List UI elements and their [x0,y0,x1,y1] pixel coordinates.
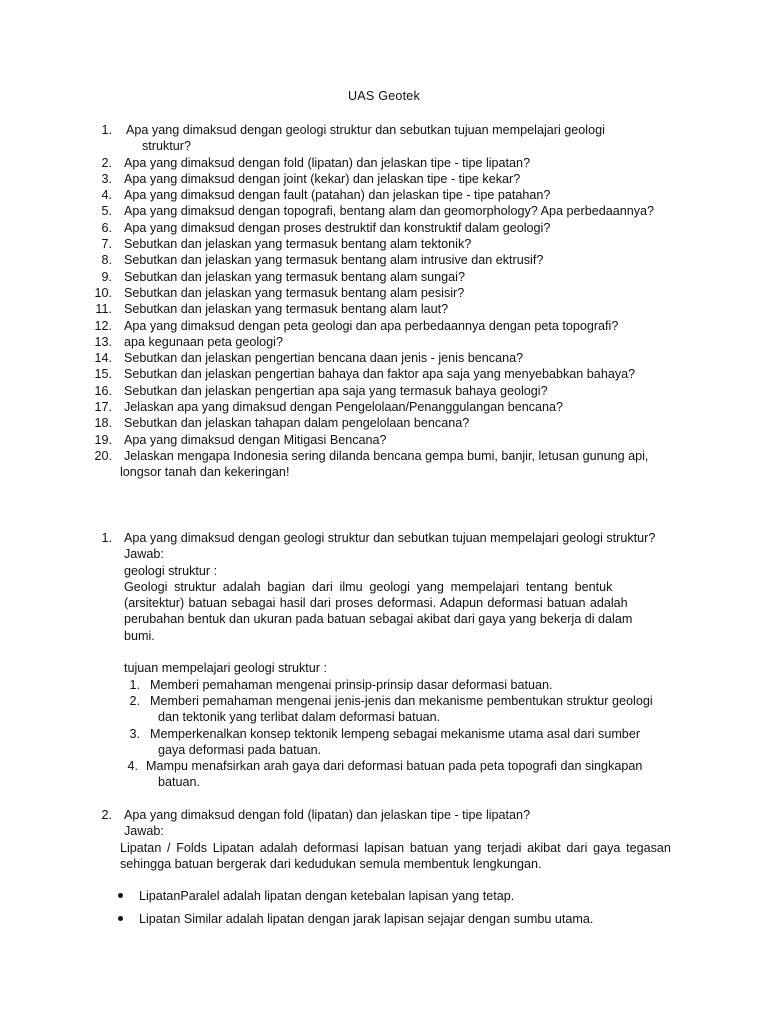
item-text: struktur? [142,139,191,154]
item-number: 18. [94,416,112,431]
bullet-text: Lipatan Similar adalah lipatan dengan jarak lapisan sejajar dengan sumbu utama. [139,912,594,927]
spacer [0,872,768,888]
item-text: Apa yang dimaksud dengan topografi, bentang alam dan geomorphology? Apa perbedaannya? [124,204,655,219]
paragraph-line [0,595,768,611]
answer-2-section [0,807,768,928]
list-item [0,187,768,203]
sub-item-number: 3. [129,726,140,741]
item-number: 4. [101,188,112,203]
list-item [0,366,768,382]
item-number: 6. [101,220,112,235]
answer-question [0,530,768,546]
item-text: Apa yang dimaksud dengan Mitigasi Bencana? [124,432,387,447]
item-number: 8. [101,253,112,268]
paragraph-line [0,579,768,595]
sub-item-number: 4. [127,759,138,774]
list-item [0,301,768,317]
item-text: Sebutkan dan jelaskan pengertian bencana daan jenis - jenis bencana? [124,351,524,366]
sub-list-item [0,677,768,693]
question-list [0,122,768,481]
subheading-row [0,563,768,579]
list-item [0,318,768,334]
item-number: 9. [101,269,112,284]
document-title: UAS Geotek [348,89,420,103]
answer-label-row [0,823,768,839]
sub-list-item-continuation [0,742,768,758]
item-text: Jelaskan apa yang dimaksud dengan Pengelolaan/Penanggulangan bencana? [124,400,564,415]
list-item [0,383,768,399]
list-item [0,236,768,252]
item-number: 19. [94,432,112,447]
paragraph-text: perubahan bentuk dan ukuran pada batuan sebagai akibat dari gaya yang bekerja di dalam [124,612,633,627]
item-text: Sebutkan dan jelaskan yang termasuk bentang alam laut? [124,302,449,317]
item-text: Sebutkan dan jelaskan tahapan dalam pengelolaan bencana? [124,416,470,431]
item-text: Apa yang dimaksud dengan proses destruktif dan konstruktif dalam geologi? [124,220,551,235]
list-item-continuation [0,464,768,480]
item-text: Sebutkan dan jelaskan pengertian apa saja yang termasuk bahaya geologi? [124,383,548,398]
sub-list-item [0,726,768,742]
item-number: 11. [95,302,112,317]
item-number: 1. [101,123,112,137]
item-number: 14. [94,351,112,366]
item-number: 15. [94,367,112,382]
sub-list-item-continuation [0,709,768,725]
item-text: Apa yang dimaksud dengan fault (patahan) dan jelaskan tipe - tipe patahan? [124,188,551,203]
subheading-row [0,660,768,676]
sub-item-text: dan tektonik yang terlibat dalam deformasi batuan. [158,710,441,725]
answer-question [0,807,768,823]
paragraph-line [0,628,768,644]
list-item [0,415,768,431]
bullet-item [0,911,768,927]
item-text: Jelaskan mengapa Indonesia sering dilanda bencana gempa bumi, banjir, letusan gunung api, [124,448,649,463]
item-text: Sebutkan dan jelaskan yang termasuk bentang alam pesisir? [124,285,465,300]
item-number: 17. [94,400,112,415]
answer-label-row [0,546,768,562]
list-item [0,285,768,301]
item-text: Sebutkan dan jelaskan yang termasuk bentang alam tektonik? [124,237,472,252]
item-number: 5. [101,204,112,219]
sub-item-text: Memberi pemahaman mengenai prinsip-prinsip dasar deformasi batuan. [150,677,553,692]
sub-list-item [0,693,768,709]
sub-item-text: batuan. [158,775,201,790]
bullet-icon [118,893,123,898]
item-text: Sebutkan dan jelaskan yang termasuk bentang alam sungai? [124,269,465,284]
item-number: 1. [101,531,112,545]
bullet-item [0,888,768,911]
list-item [0,252,768,268]
sub-item-text: gaya deformasi pada batuan. [158,742,322,757]
item-text: Apa yang dimaksud dengan fold (lipatan) dan jelaskan tipe - tipe lipatan? [124,808,531,822]
item-text: Sebutkan dan jelaskan yang termasuk bentang alam intrusive dan ektrusif? [124,253,544,268]
item-text: Apa yang dimaksud dengan joint (kekar) dan jelaskan tipe - tipe kekar? [124,171,521,186]
paragraph-text: Geologi struktur adalah bagian dari ilmu geologi yang mempelajari tentang bentuk [124,579,613,594]
list-item-continuation [0,138,768,154]
item-number: 16. [94,383,112,398]
item-number: 3. [101,171,112,186]
sub-list-item [0,758,768,774]
item-text: Apa yang dimaksud dengan peta geologi dan apa perbedaannya dengan peta topografi? [124,318,619,333]
list-item [0,171,768,187]
paragraph-text: Lipatan / Folds Lipatan adalah deformasi lapisan batuan yang terjadi akibat dari gaya tegasan [120,840,671,855]
paragraph-line [0,856,768,872]
item-number: 12. [94,318,112,333]
bullet-icon [118,916,123,921]
bullet-text: LipatanParalel adalah lipatan dengan ketebalan lapisan yang tetap. [139,889,515,904]
item-number: 20. [94,448,112,463]
item-text: Apa yang dimaksud dengan geologi struktur dan sebutkan tujuan mempelajari geologi [126,123,605,137]
paragraph-line [0,840,768,856]
list-item [0,155,768,171]
jawab-label: Jawab: [124,824,164,839]
item-number: 2. [101,155,112,170]
paragraph-line [0,611,768,627]
item-text: Apa yang dimaksud dengan fold (lipatan) dan jelaskan tipe - tipe lipatan? [124,155,531,170]
list-item [0,203,768,219]
item-text: longsor tanah dan kekeringan! [120,465,290,480]
sub-list-item-continuation [0,774,768,790]
item-number: 13. [94,334,112,349]
item-number: 7. [101,237,112,252]
sub-item-number: 1. [129,677,140,692]
list-item [0,220,768,236]
answer-1-section [0,530,768,791]
list-item [0,399,768,415]
subheading: tujuan mempelajari geologi struktur : [124,661,328,676]
paragraph-text: (arsitektur) batuan sebagai hasil dari proses deformasi. Adapun deformasi batuan adalah [124,596,628,611]
list-item [0,269,768,285]
paragraph-text: bumi. [124,628,155,643]
spacer [0,644,768,660]
item-number: 10. [94,285,112,300]
list-item [0,448,768,464]
jawab-label: Jawab: [124,547,164,562]
sub-item-text: Memberi pemahaman mengenai jenis-jenis dan mekanisme pembentukan struktur geologi [150,693,653,708]
item-number: 2. [101,808,112,822]
sub-item-text: Mampu menafsirkan arah gaya dari deformasi batuan pada peta topografi dan singkapan [146,759,643,774]
list-item [0,122,768,138]
item-text: Apa yang dimaksud dengan geologi struktur dan sebutkan tujuan mempelajari geologi struktur? [124,531,656,545]
paragraph-text: sehingga batuan bergerak dari kedudukan semula membentuk lengkungan. [120,856,542,871]
list-item [0,334,768,350]
list-item [0,432,768,448]
sub-item-number: 2. [129,693,140,708]
list-item [0,350,768,366]
subheading: geologi struktur : [124,563,218,578]
item-text: apa kegunaan peta geologi? [124,334,283,349]
sub-item-text: Memperkenalkan konsep tektonik lempeng sebagai mekanisme utama asal dari sumber [150,726,641,741]
item-text: Sebutkan dan jelaskan pengertian bahaya dan faktor apa saja yang menyebabkan bahaya? [124,367,636,382]
